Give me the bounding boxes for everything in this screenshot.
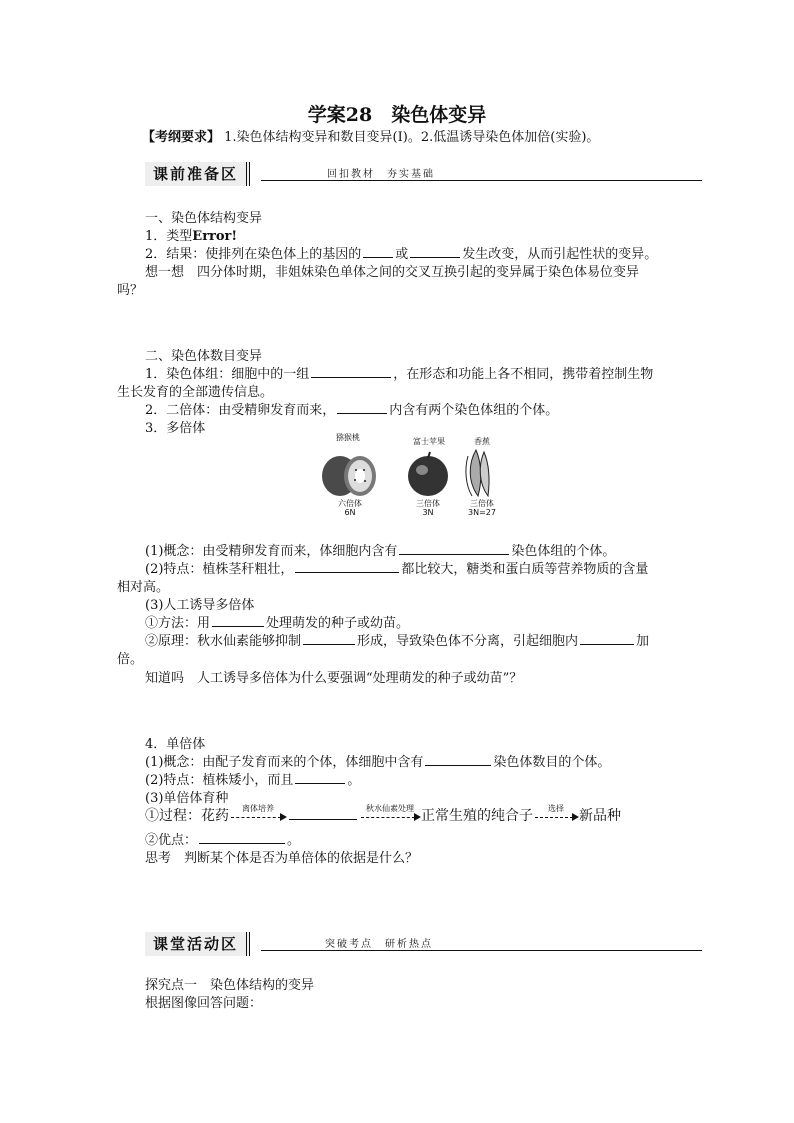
kiwi-name: 猕猴桃 [336, 433, 360, 442]
principle-line: ②原理：秋水仙素能够抑制 形成，导致染色体不分离，引起细胞内 加 [145, 634, 650, 649]
method-line: ①方法：用 处理萌发的种子或幼苗。 [145, 616, 410, 631]
answer-blank[interactable] [410, 245, 460, 258]
item-type: 1．类型Error! [145, 229, 238, 244]
poly-trait-cont: 相对高。 [117, 580, 170, 595]
banner-subtitle: 突破考点 研析热点 [325, 939, 433, 950]
banana-icon [466, 450, 489, 496]
answer-blank[interactable] [337, 401, 387, 414]
answer-blank[interactable] [289, 807, 357, 820]
know-line: 知道吗 人工诱导多倍体为什么要强调“处理萌发的种子或幼苗”？ [145, 671, 523, 686]
page-title: 学案28 染色体变异 [307, 104, 487, 126]
section-heading: 二、染色体数目变异 [145, 349, 263, 364]
kiwi-label: 六倍体 6N [338, 499, 362, 517]
banner-classroom [145, 932, 702, 958]
syllabus-label: 【考纲要求】 [142, 130, 221, 145]
arrow-select: 选择 [533, 809, 579, 823]
poly-trait: (2)特点：植株茎秆粗壮， 都比较大，糖类和蛋白质等营养物质的含量 [145, 562, 649, 577]
item-diploid: 2．二倍体：由受精卵发育而来， 内含有两个染色体组的个体。 [145, 403, 559, 418]
answer-blank[interactable] [212, 614, 264, 627]
explore-heading: 探究点一 染色体结构的变异 [145, 978, 315, 993]
answer-blank[interactable] [295, 771, 345, 784]
kiwi-icon [322, 456, 376, 496]
arrow-colchicine: 秋水仙素处理 [359, 809, 421, 823]
answer-blank[interactable] [295, 560, 399, 573]
item-haploid: 4．单倍体 [145, 737, 206, 752]
ponder-line: 思考 判断某个体是否为单倍体的依据是什么？ [145, 851, 419, 866]
banana-name: 香蕉 [474, 437, 490, 446]
arrow-culture: 离体培养 [229, 809, 287, 823]
apple-icon [408, 452, 448, 496]
item-chromosome-set: 1．染色体组：细胞中的一组 ，在形态和功能上各不相同，携带着控制生物 [145, 367, 654, 382]
syllabus-line [142, 126, 599, 145]
polyploid-figure [318, 432, 498, 524]
section-heading: 一、染色体结构变异 [145, 211, 263, 226]
poly-concept: (1)概念：由受精卵发育而来，体细胞内含有 染色体组的个体。 [145, 544, 616, 559]
think-line: 想一想 四分体时期，非姐妹染色单体之间的交叉互换引起的变异属于染色体易位变异 [145, 265, 640, 280]
fruit-illustrations [318, 446, 498, 498]
induce-heading: (3)人工诱导多倍体 [145, 598, 255, 613]
answer-blank[interactable] [303, 632, 355, 645]
banner-subtitle: 回扣教材 夯实基础 [327, 169, 435, 180]
answer-blank[interactable] [363, 245, 393, 258]
answer-blank[interactable] [425, 753, 491, 766]
answer-blank[interactable] [199, 831, 285, 844]
banana-label: 三倍体 3N=27 [468, 499, 496, 517]
apple-name: 富士苹果 [413, 437, 445, 446]
hap-trait: (2)特点：植株矮小，而且 。 [145, 773, 361, 788]
item-polyploid: 3．多倍体 [145, 421, 206, 436]
process-line: ①过程：花药 离体培养 秋水仙素处理 正常生殖的纯合子 选择 新品种 [145, 804, 621, 824]
banner-tag: 课前准备区 [145, 162, 250, 186]
principle-cont: 倍。 [117, 652, 144, 667]
item-chromosome-set-cont: 生长发育的全部遗传信息。 [117, 385, 274, 400]
answer-blank[interactable] [311, 365, 391, 378]
explore-line: 根据图像回答问题： [145, 996, 263, 1011]
apple-label: 三倍体 3N [416, 499, 440, 517]
hap-concept: (1)概念：由配子发育而来的个体，体细胞中含有 染色体数目的个体。 [145, 755, 611, 770]
think-line-cont: 吗？ [117, 283, 144, 298]
advantage-line: ②优点： 。 [145, 833, 301, 848]
banner-preparation [145, 162, 702, 188]
answer-blank[interactable] [580, 632, 634, 645]
error-text: Error! [192, 229, 238, 244]
syllabus-text: 1.染色体结构变异和数目变异(Ⅰ)。2.低温诱导染色体加倍(实验)。 [224, 130, 600, 145]
breeding-heading: (3)单倍体育种 [145, 791, 229, 806]
item-result: 2．结果：使排列在染色体上的基因的 或 发生改变，从而引起性状的变异。 [145, 247, 658, 262]
answer-blank[interactable] [399, 542, 509, 555]
banner-tag: 课堂活动区 [145, 932, 250, 956]
